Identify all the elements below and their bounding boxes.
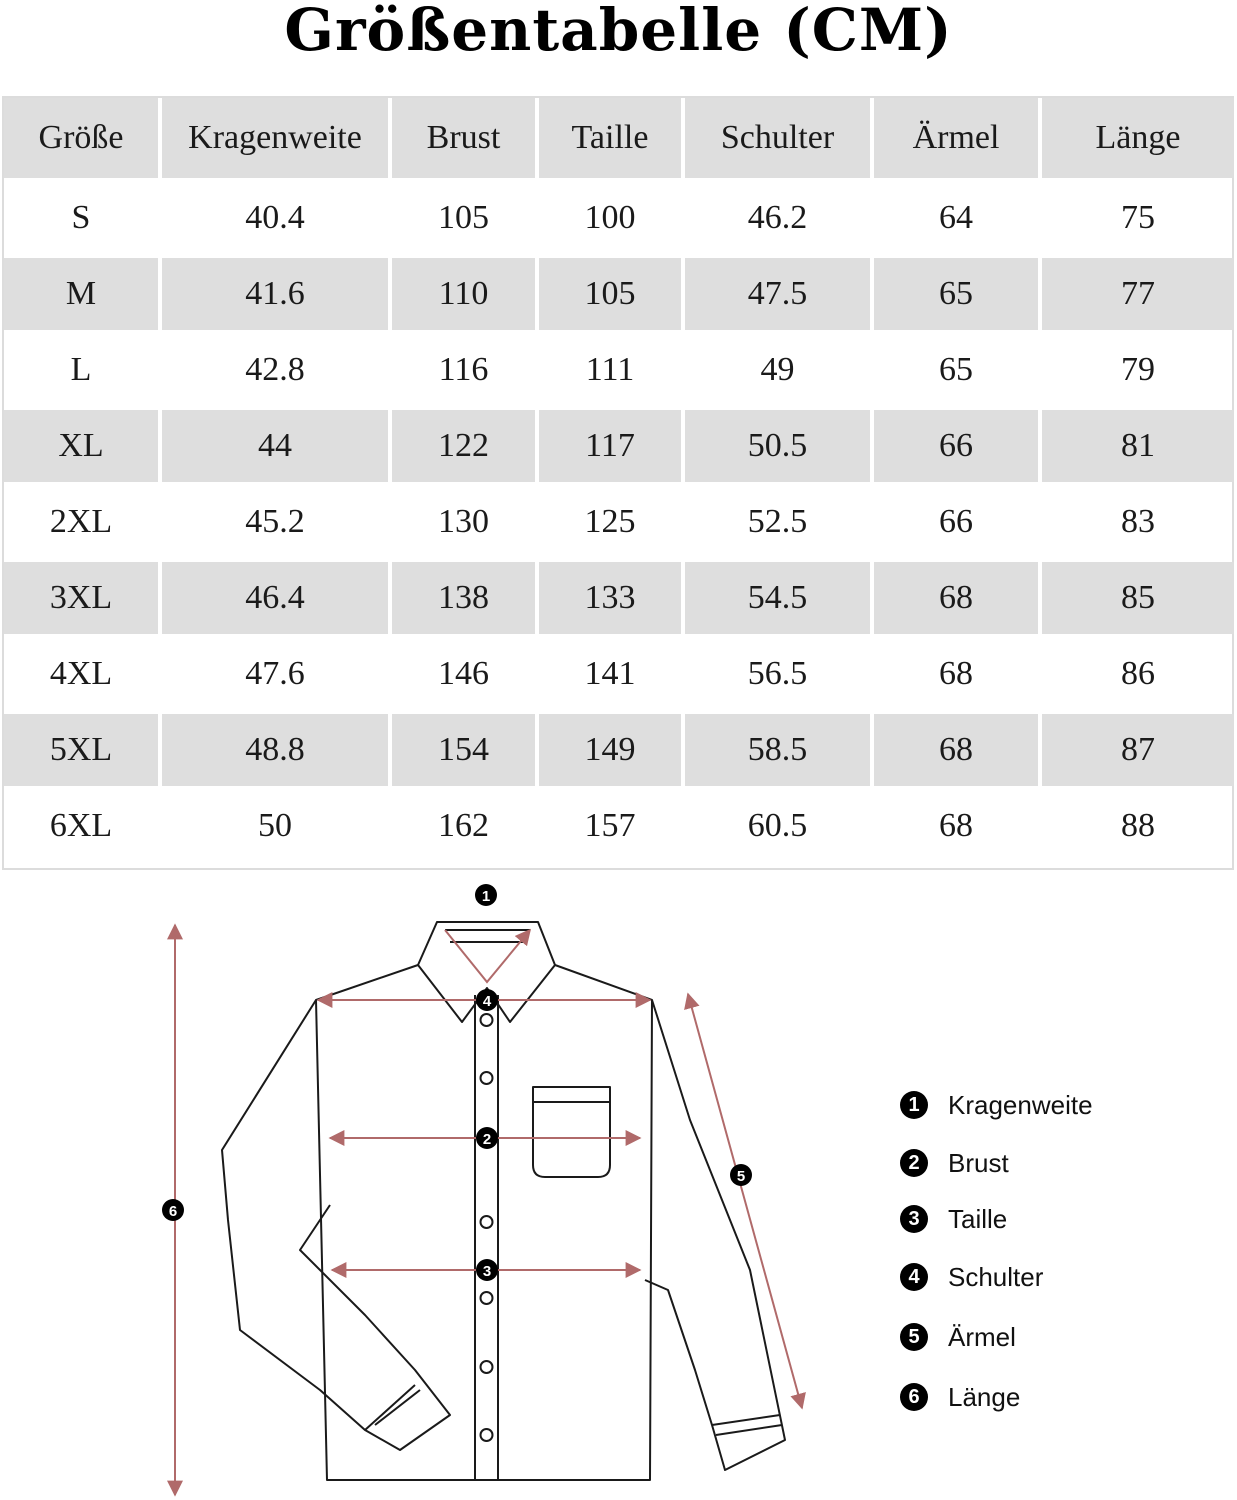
table-header-cell: Kragenweite (162, 98, 388, 178)
legend-label: Schulter (948, 1261, 1044, 1292)
table-cell: 64 (939, 199, 973, 236)
table-header-cell: Länge (1042, 98, 1234, 178)
table-cell: 42.8 (245, 351, 305, 388)
marker-number: 1 (481, 888, 491, 905)
table-cell: 5XL (4, 714, 158, 786)
table-cell: 162 (438, 807, 489, 844)
table-cell: XL (4, 410, 158, 482)
table-cell: 48.8 (162, 714, 388, 786)
shirt-button (481, 1292, 493, 1304)
table-cell: 81 (1042, 410, 1234, 482)
table-cell: 47.6 (245, 655, 305, 692)
marker-number: 5 (736, 1168, 746, 1185)
legend-item (900, 1257, 1043, 1297)
table-cell: 85 (1042, 562, 1234, 634)
table-cell: 68 (874, 562, 1038, 634)
table-cell: 83 (1121, 503, 1155, 540)
legend-item (900, 1085, 1093, 1125)
marker-number: 4 (482, 993, 492, 1010)
shirt-outline (222, 922, 785, 1480)
table-cell: 157 (584, 807, 636, 844)
table-cell: 47.5 (685, 258, 870, 330)
legend-number-icon: 5 (900, 1323, 928, 1351)
table-cell: 4XL (49, 655, 113, 692)
table-cell: 6XL (49, 807, 113, 844)
table-cell: 58.5 (685, 714, 870, 786)
table-cell: 46.4 (162, 562, 388, 634)
legend-label: Taille (948, 1203, 1008, 1234)
legend-label: Brust (948, 1147, 1009, 1178)
table-header-cell: Schulter (685, 98, 870, 178)
table-cell: 86 (1121, 655, 1155, 692)
table-cell: 133 (539, 562, 681, 634)
page-title: Größentabelle (CM) (284, 0, 953, 64)
legend-label: Länge (948, 1381, 1021, 1412)
table-cell: 40.4 (245, 199, 305, 236)
table-cell: 125 (584, 503, 636, 540)
table-cell: 130 (438, 503, 489, 540)
table-cell: 60.5 (747, 807, 808, 844)
table-cell: 116 (438, 351, 489, 388)
table-cell: 105 (539, 258, 681, 330)
table-cell: 52.5 (747, 503, 808, 540)
table-cell: 68 (939, 655, 973, 692)
shirt-button (481, 1361, 493, 1373)
table-cell: 50.5 (685, 410, 870, 482)
shirt-button (481, 1072, 493, 1084)
table-cell: 111 (585, 351, 635, 388)
shirt-buttons (481, 1014, 493, 1441)
table-cell: M (4, 258, 158, 330)
table-cell: 2XL (49, 503, 113, 540)
marker-4 (476, 989, 498, 1011)
marker-number: 2 (482, 1131, 492, 1148)
table-cell: 68 (874, 714, 1038, 786)
table-cell: 77 (1042, 258, 1234, 330)
table-cell: 65 (939, 351, 973, 388)
shirt-button (481, 1014, 493, 1026)
table-cell: 56.5 (747, 655, 808, 692)
legend-number-icon: 4 (900, 1263, 928, 1291)
shirt-diagram (0, 870, 1237, 1500)
table-cell: 45.2 (245, 503, 305, 540)
table-cell: 141 (584, 655, 636, 692)
table-cell: 50 (258, 807, 292, 844)
table-cell: 3XL (4, 562, 158, 634)
table-header-cell: Brust (392, 98, 535, 178)
table-cell: 100 (584, 199, 636, 236)
legend-number-icon: 1 (900, 1091, 928, 1119)
size-table (2, 96, 1234, 870)
legend-number-icon: 6 (900, 1383, 928, 1411)
table-cell: 138 (392, 562, 535, 634)
marker-1 (475, 884, 497, 906)
legend-item (900, 1377, 1020, 1417)
shirt-button (481, 1216, 493, 1228)
table-cell: 68 (939, 807, 973, 844)
table-cell: 41.6 (162, 258, 388, 330)
table-cell: S (71, 199, 91, 236)
legend-label: Kragenweite (948, 1089, 1093, 1120)
marker-3 (476, 1259, 498, 1281)
table-cell: 105 (438, 199, 489, 236)
legend-item (900, 1199, 1007, 1239)
table-header-cell: Ärmel (874, 98, 1038, 178)
table-cell: 75 (1121, 199, 1155, 236)
table-cell: 88 (1121, 807, 1155, 844)
shirt-button (481, 1429, 493, 1441)
marker-number: 6 (168, 1203, 178, 1220)
table-cell: 110 (392, 258, 535, 330)
table-cell: 117 (539, 410, 681, 482)
table-cell: 49 (760, 351, 795, 388)
legend-item (900, 1317, 1016, 1357)
table-cell: 146 (438, 655, 489, 692)
table-cell: 87 (1042, 714, 1234, 786)
table-cell: 65 (874, 258, 1038, 330)
table-header-cell: Größe (4, 98, 158, 178)
legend-number-icon: 3 (900, 1205, 928, 1233)
table-cell: 122 (392, 410, 535, 482)
marker-number: 3 (482, 1263, 492, 1280)
table-cell: 66 (939, 503, 973, 540)
table-cell: 44 (162, 410, 388, 482)
legend-item (900, 1143, 1009, 1183)
legend-number-icon: 2 (900, 1149, 928, 1177)
table-cell: L (70, 351, 92, 388)
table-cell: 46.2 (747, 199, 808, 236)
legend-label: Ärmel (948, 1321, 1016, 1352)
marker-2 (476, 1127, 498, 1149)
table-cell: 149 (539, 714, 681, 786)
table-cell: 79 (1121, 351, 1155, 388)
table-cell: 54.5 (685, 562, 870, 634)
table-cell: 66 (874, 410, 1038, 482)
marker-6 (162, 1199, 184, 1221)
marker-5 (730, 1164, 752, 1186)
table-header-cell: Taille (539, 98, 681, 178)
table-cell: 154 (392, 714, 535, 786)
